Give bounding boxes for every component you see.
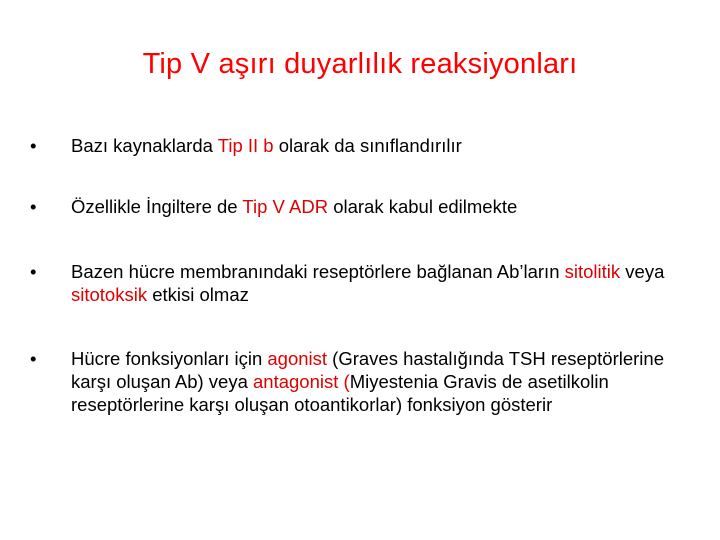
slide-title: Tip V aşırı duyarlılık reaksiyonları [142,48,578,80]
bullet-text [71,135,462,156]
bullet-item [30,134,680,157]
bullet-dot: • [30,135,37,156]
bullet-dot: • [30,348,37,369]
bullet-text-segment: Bazı kaynaklarda [71,135,218,156]
bullet-item [30,260,680,306]
bullet-dot: • [30,196,37,217]
bullet-text-segment: olarak da sınıflandırılır [273,135,462,156]
bullet-text [71,348,664,415]
bullet-dot: • [30,261,37,282]
highlighted-term: antagonist ( [253,371,350,392]
bullet-text-segment: veya [620,261,665,282]
bullet-text-segment: Bazen hücre membranındaki reseptörlere bağlanan Ab’ların [71,261,565,282]
bullet-text [71,261,664,305]
bullet-text-segment: Hücre fonksiyonları için [71,348,268,369]
highlighted-term: Tip II b [217,135,274,156]
bullet-text-segment: Özellikle İngiltere de [71,196,243,217]
highlighted-term: sitotoksik [71,284,148,305]
bullet-text-segment: (Graves hastalığında TSH reseptörlerine karşı oluşan Ab) veya [71,348,664,392]
bullet-item [30,195,680,218]
bullet-text-segment: Miyestenia Gravis de asetilkolin reseptörlerine karşı oluşan otoantikorlar) fonksiyon gösterir [71,371,609,415]
bullet-text [71,196,517,217]
highlighted-term: Tip V ADR [242,196,329,217]
bullet-item [30,347,680,416]
highlighted-term: agonist [267,348,328,369]
bullet-text-segment: etkisi olmaz [147,284,249,305]
highlighted-term: sitolitik [564,261,621,282]
bullet-text-segment: olarak kabul edilmekte [328,196,518,217]
